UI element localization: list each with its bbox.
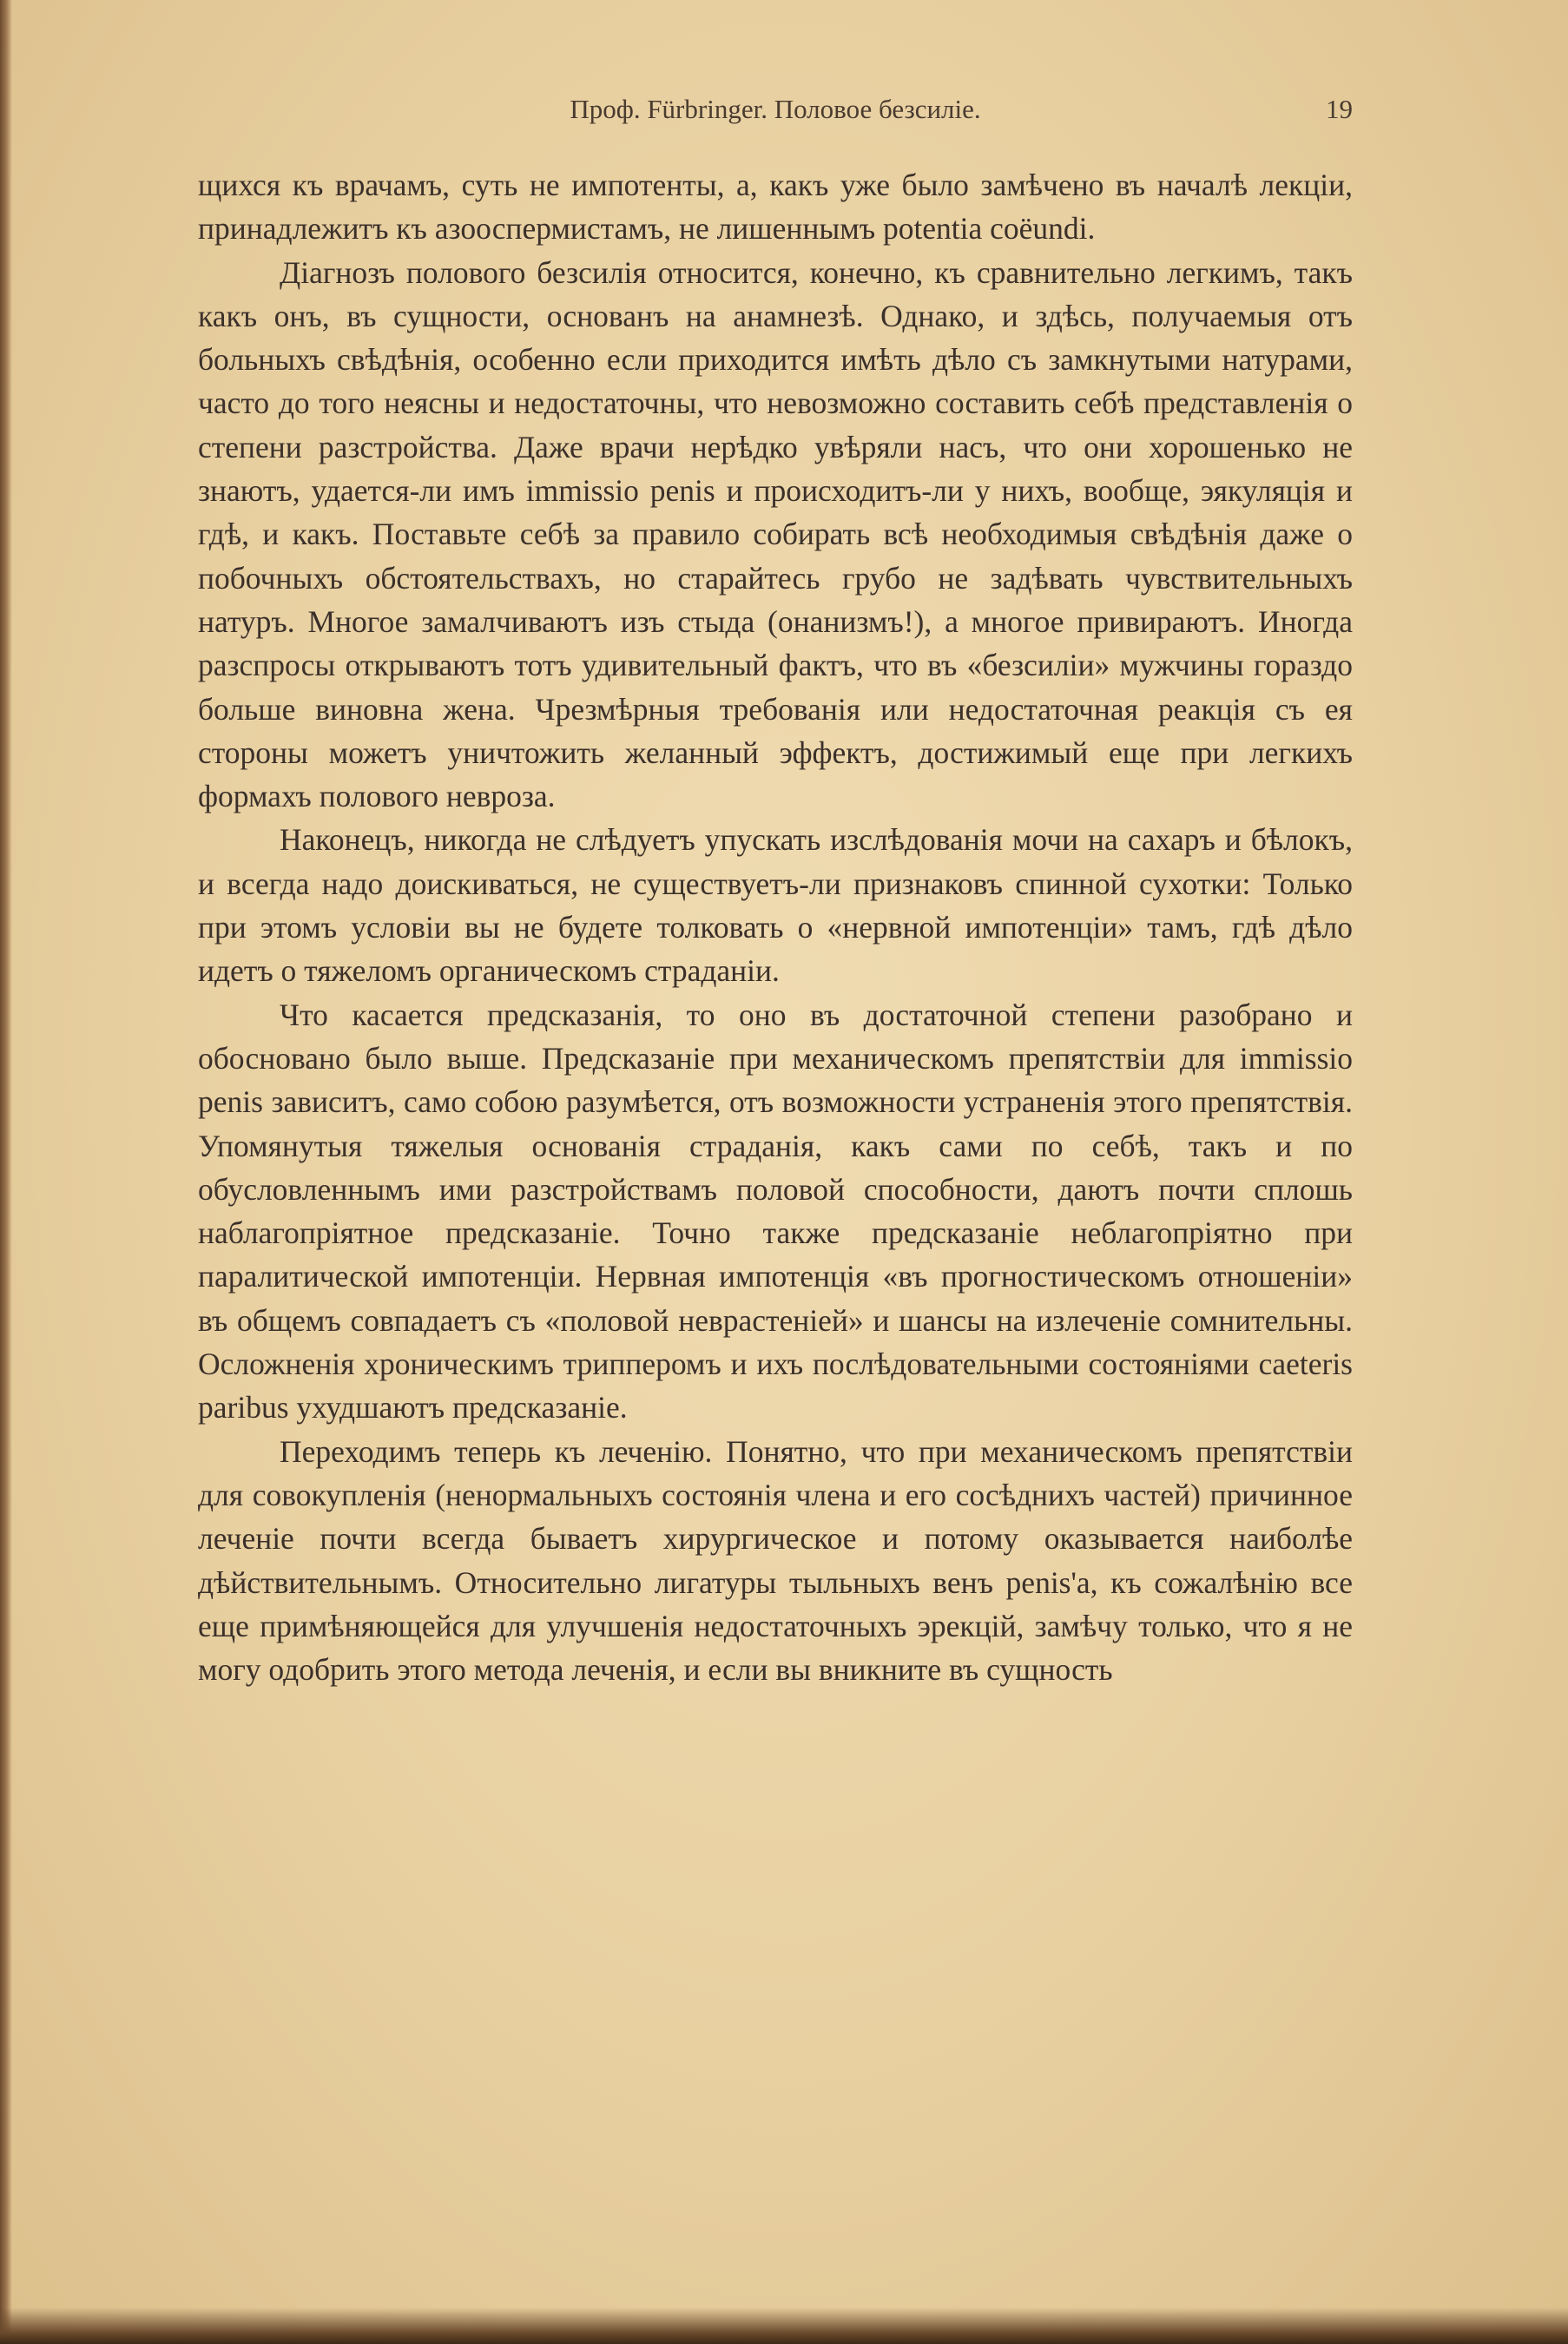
running-header [198, 94, 1353, 132]
running-title: Проф. Fürbringer. Половое безсиліе. [570, 94, 981, 124]
paragraph-5: Переходимъ теперь къ леченію. Понятно, что при механическомъ препятствіи для совокупленія (ненормальныхъ состоянія члена и его сосѣднихъ частей) причинное леченіе почти всегда бываетъ хирургическое и потому оказывается наиболѣе дѣйствительнымъ. Относительно лигатуры тыльныхъ венъ penis'а, къ сожалѣнію все еще примѣняющейся для улучшенія недостаточныхъ эрекцій, замѣчу только, что я не могу одобрить этого метода леченія, и если вы вникните въ сущность [198, 1433, 1353, 1688]
paragraph-1: щихся къ врачамъ, суть не импотенты, а, какъ уже было замѣчено въ началѣ лекціи, принадлежитъ къ азооспермистамъ, не лишеннымъ potentia coëundi. [198, 168, 1353, 247]
paragraph-3: Наконецъ, никогда не слѣдуетъ упускать изслѣдованія мочи на сахаръ и бѣлокъ, и всегда надо доискиваться, не существуетъ-ли признаковъ спинной сухотки: Только при этомъ условіи вы не будете толковать о «нервной импотенціи» тамъ, гдѣ дѣло идетъ о тяжеломъ органическомъ страданіи. [198, 822, 1353, 989]
page-left-edge [0, 0, 12, 2344]
body-text [198, 163, 1353, 1691]
paragraph-4: Что касается предсказанія, то оно въ достаточной степени разобрано и обосновано было выше. Предсказаніе при механическомъ препятствіи для immissio penis зависитъ, само собою разумѣется, отъ возможности устраненія этого препятствія. Упомянутыя тяжелыя основанія страданія, какъ сами по себѣ, такъ и по обусловленнымъ ими разстройствамъ половой способности, даютъ почти сплошь наблагопріятное предсказаніе. Точно также предсказаніе неблагопріятно при паралитической импотенціи. Нервная импотенція «въ прогностическомъ отношеніи» въ общемъ совпадаетъ съ «половой неврастеніей» и шансы на излеченіе сомнительны. Осложненія хроническимъ трипперомъ и ихъ послѣдовательными состояніями caeteris paribus ухудшаютъ предсказаніе. [198, 997, 1353, 1425]
page-bottom-edge [0, 2308, 1568, 2344]
page-number: 19 [1326, 94, 1353, 124]
paragraph-2: Діагнозъ полового безсилія относится, конечно, къ сравнительно легкимъ, такъ какъ онъ, въ сущности, основанъ на анамнезѣ. Однако, и здѣсь, получаемыя отъ больныхъ свѣдѣнія, особенно если приходится имѣть дѣло съ замкнутыми натурами, часто до того неясны и недостаточны, что невозможно составить себѣ представленія о степени разстройства. Даже врачи нерѣдко увѣряли насъ, что они хорошенько не знаютъ, удается-ли имъ immissio penis и происходитъ-ли у нихъ, вообще, эякуляція и гдѣ, и какъ. Поставьте себѣ за правило собирать всѣ необходимыя свѣдѣнія даже о побочныхъ обстоятельствахъ, но старайтесь грубо не задѣвать чувствительныхъ натуръ. Многое замалчиваютъ изъ стыда (онанизмъ!), а многое привираютъ. Иногда разспросы открываютъ тотъ удивительный фактъ, что въ «безсиліи» мужчины гораздо больше виновна жена. Чрезмѣрныя требованія или недостаточная реакція съ ея стороны можетъ уничтожить желанный эффектъ, достижимый еще при легкихъ формахъ полового невроза. [198, 254, 1353, 814]
